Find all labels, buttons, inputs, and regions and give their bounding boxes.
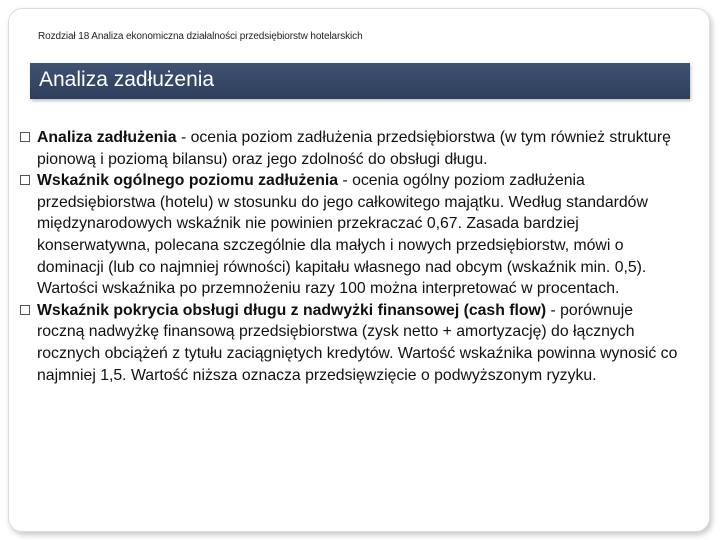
item-text: - porównuje roczną nadwyżkę finansową przedsiębiorstwa (zysk netto + amortyzację) do łącznych rocznych obciążeń z tytułu zaciągniętych kredytów. Wartość wskaźnika powinna wynosić co najmniej 1,5. Wartość niższa oznacza przedsięwzięcie o podwyższonym ryzyku.	[37, 301, 678, 384]
square-bullet-icon	[20, 175, 30, 185]
item-term: Analiza zadłużenia	[37, 129, 177, 146]
square-bullet-icon	[20, 305, 30, 315]
list-item	[20, 127, 680, 170]
list-item	[20, 300, 680, 386]
item-term: Wskaźnik ogólnego poziomu zadłużenia	[37, 172, 339, 190]
slide-title: Analiza zadłużenia	[39, 68, 215, 91]
list-item	[20, 170, 680, 300]
title-bar	[30, 63, 690, 99]
chapter-header: Rozdział 18 Analiza ekonomiczna działalności przedsiębiorstw hotelarskich	[38, 31, 363, 42]
bullet-list	[20, 127, 680, 386]
square-bullet-icon	[20, 132, 30, 142]
item-term: Wskaźnik pokrycia obsługi długu z nadwyżki finansowej (cash flow)	[37, 301, 547, 319]
item-text: - ocenia ogólny poziom zadłużenia przedsiębiorstwa (hotelu) w stosunku do jego całkowitego majątku. Według standardów międzynarodowych wskaźnik nie powinien przekraczać 0,67. Zasada bardziej konserwatywna, polecana szczególnie dla małych i nowych przedsiębiorstw, mówi o dominacji (lub co najmniej równości) kapitału własnego nad obcym (wskaźnik min. 0,5). Wartości wskaźnika po przemnożeniu razy 100 można interpretować w procentach.	[37, 172, 648, 298]
item-text: - ocenia poziom zadłużenia przedsiębiorstwa (w tym również strukturę pionową i poziomą bilansu) oraz jego zdolność do obsługi długu.	[37, 129, 671, 168]
